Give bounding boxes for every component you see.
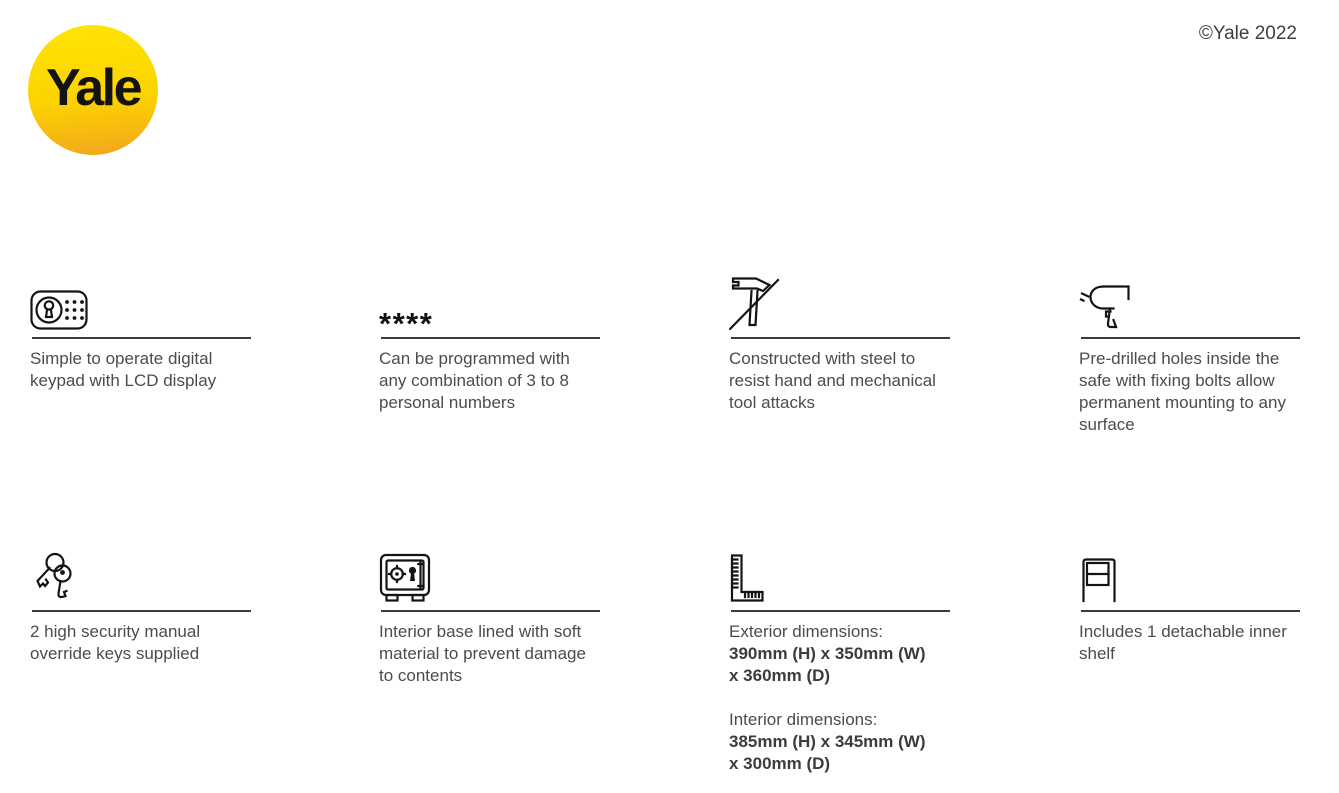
feature-icon-area xyxy=(379,279,601,341)
feature-icon-area xyxy=(30,279,252,330)
divider-line xyxy=(32,337,251,339)
safe-icon xyxy=(379,553,431,603)
feature-card-pin-code xyxy=(379,279,601,414)
ruler-icon xyxy=(729,553,765,603)
interior-dimensions-label: Interior dimensions: xyxy=(729,710,878,729)
feature-card-soft-lined-base xyxy=(379,552,601,687)
feature-icon-area xyxy=(379,552,601,603)
interior-dimensions-value: 385mm (H) x 345mm (W) x 300mm (D) xyxy=(729,732,926,773)
feature-icon-area xyxy=(729,279,951,330)
divider-line xyxy=(731,337,950,339)
feature-card-dimensions xyxy=(729,552,951,775)
shelf-icon xyxy=(1079,555,1119,603)
feature-description: 2 high security manual override keys supplied xyxy=(30,622,201,663)
feature-description: Constructed with steel to resist hand and mechanical tool attacks xyxy=(729,349,936,412)
divider-line xyxy=(1081,337,1300,339)
yale-logo xyxy=(28,25,158,155)
feature-card-inner-shelf xyxy=(1079,552,1301,665)
exterior-dimensions-value: 390mm (H) x 350mm (W) x 360mm (D) xyxy=(729,644,926,685)
feature-description xyxy=(729,621,948,775)
feature-card-override-keys xyxy=(30,552,252,665)
drill-icon xyxy=(1079,280,1133,330)
divider-line xyxy=(1081,610,1300,612)
feature-description: Pre-drilled holes inside the safe with fixing bolts allow permanent mounting to any surface xyxy=(1079,349,1286,434)
feature-description: Can be programmed with any combination of 3 to 8 personal numbers xyxy=(379,349,570,412)
feature-description: Interior base lined with soft material to prevent damage to contents xyxy=(379,622,586,685)
feature-icon-area xyxy=(1079,279,1301,330)
feature-card-fixing-bolts xyxy=(1079,279,1301,436)
feature-icon-area xyxy=(1079,552,1301,603)
feature-description: Includes 1 detachable inner shelf xyxy=(1079,622,1287,663)
exterior-dimensions-label: Exterior dimensions: xyxy=(729,622,884,641)
keypad-icon xyxy=(30,290,88,330)
yale-logo-text: Yale xyxy=(45,59,141,117)
no-hammer-icon xyxy=(729,274,781,330)
keys-icon xyxy=(30,551,78,603)
divider-line xyxy=(32,610,251,612)
feature-icon-area xyxy=(729,552,951,603)
feature-description: Simple to operate digital keypad with LCD display xyxy=(30,349,217,390)
asterisks-icon: **** xyxy=(379,306,434,341)
divider-line xyxy=(731,610,950,612)
feature-card-digital-keypad xyxy=(30,279,252,392)
feature-icon-area xyxy=(30,552,252,603)
feature-card-steel-construction xyxy=(729,279,951,414)
copyright-text: ©Yale 2022 xyxy=(1198,23,1297,44)
divider-line xyxy=(381,610,600,612)
